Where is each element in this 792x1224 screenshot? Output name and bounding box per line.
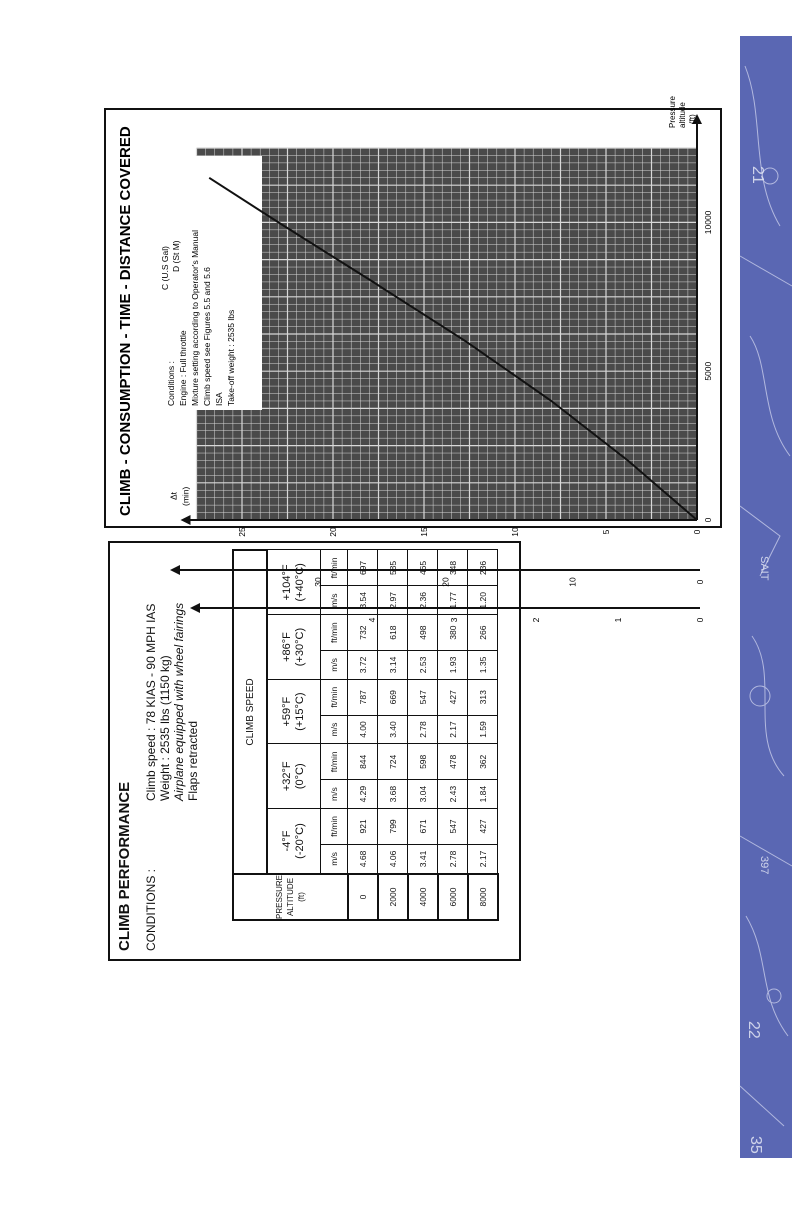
value-cell: 236: [468, 550, 498, 586]
unit-header: m/s: [321, 780, 348, 809]
unit-header: ft/min: [321, 744, 348, 780]
value-cell: 1.20: [468, 586, 498, 615]
value-cell: 313: [468, 679, 498, 715]
value-cell: 1.84: [468, 780, 498, 809]
altitude-cell: 0: [348, 874, 378, 920]
value-cell: 2.17: [468, 844, 498, 874]
unit-header: m/s: [321, 651, 348, 680]
fuel-tick-label: 0: [695, 617, 705, 623]
chart-condition-line: ISA: [214, 392, 224, 406]
distance-tick-label: 0: [695, 579, 705, 585]
value-cell: 465: [408, 550, 438, 586]
climb-performance-title: CLIMB PERFORMANCE: [116, 781, 133, 951]
altitude-cell: 8000: [468, 874, 498, 920]
value-cell: 2.36: [408, 586, 438, 615]
fuel-tick-label: 1: [613, 617, 623, 623]
unit-header: ft/min: [321, 809, 348, 845]
value-cell: 348: [438, 550, 468, 586]
y-tick-label: 5: [601, 529, 611, 535]
condition-line: Climb speed : 78 KIAS - 90 MPH IAS: [144, 603, 158, 801]
altitude-cell: 2000: [378, 874, 408, 920]
map-band-lines: [740, 36, 792, 1158]
band-fragment: 21: [749, 166, 766, 184]
value-cell: 2.78: [438, 844, 468, 874]
y-axis-label: Δt: [168, 491, 179, 500]
temperature-header: +32°F (0°C): [267, 744, 321, 809]
value-cell: 3.68: [378, 780, 408, 809]
temperature-header: +104°F (+40°C): [267, 550, 321, 615]
climb-speed-table: [232, 549, 499, 921]
x-tick-label: 10000: [703, 210, 713, 235]
altitude-cell: 6000: [438, 874, 468, 920]
condition-line: Airplane equipped with wheel fairings: [172, 602, 186, 801]
y-tick-label: 10: [510, 527, 520, 537]
y-axis-label: (min): [180, 486, 191, 506]
value-cell: 3.41: [408, 844, 438, 874]
value-cell: 547: [408, 679, 438, 715]
x-axis-label: (ft): [688, 114, 697, 124]
value-cell: 2.17: [438, 715, 468, 744]
conditions-list: [144, 603, 200, 801]
fuel-tick-label: 3: [449, 617, 459, 623]
value-cell: 362: [468, 744, 498, 780]
chart-condition-line: Climb speed see Figures 5.5 and 5.6: [202, 267, 212, 406]
pressure-altitude-header: PRESSURE ALTITUDE (ft): [233, 874, 348, 920]
value-cell: 3.04: [408, 780, 438, 809]
value-cell: 1.35: [468, 651, 498, 680]
y-tick-label: 20: [328, 527, 338, 537]
unit-header: ft/min: [321, 615, 348, 651]
value-cell: 844: [348, 744, 378, 780]
value-cell: 799: [378, 809, 408, 845]
unit-header: m/s: [321, 715, 348, 744]
time-axis-arrow: [181, 515, 191, 525]
unit-header: ft/min: [321, 550, 348, 586]
value-cell: 787: [348, 679, 378, 715]
value-cell: 498: [408, 615, 438, 651]
value-cell: 427: [438, 679, 468, 715]
value-cell: 732: [348, 615, 378, 651]
distance-tick-label: 20: [440, 577, 451, 587]
fuel-tick-label: 2: [531, 617, 541, 623]
altitude-cell: 4000: [408, 874, 438, 920]
conditions-label: CONDITIONS :: [144, 868, 158, 951]
value-cell: 598: [408, 744, 438, 780]
value-cell: 724: [378, 744, 408, 780]
value-cell: 1.77: [438, 586, 468, 615]
value-cell: 4.68: [348, 844, 378, 874]
value-cell: 2.97: [378, 586, 408, 615]
value-cell: 1.93: [438, 651, 468, 680]
value-cell: 3.72: [348, 651, 378, 680]
chart-conditions-title: Conditions :: [166, 361, 176, 406]
unit-header: ft/min: [321, 679, 348, 715]
band-fragment: 397: [758, 856, 770, 875]
table-row: [438, 550, 468, 920]
table-row: [468, 550, 498, 920]
chart-condition-line: Engine : Full throttle: [178, 330, 188, 406]
table-row: [408, 550, 438, 920]
fuel-tick-label: 4: [367, 617, 377, 623]
value-cell: 4.29: [348, 780, 378, 809]
temperature-header: +59°F (+15°C): [267, 679, 321, 744]
x-axis-label: altitude: [678, 102, 687, 128]
value-cell: 671: [408, 809, 438, 845]
band-fragment: SAIT: [758, 556, 770, 581]
value-cell: 669: [378, 679, 408, 715]
value-cell: 478: [438, 744, 468, 780]
temperature-header: -4°F (-20°C): [267, 809, 321, 874]
fuel-axis-label: C (U.S Gal): [160, 246, 170, 290]
y-tick-label: 0: [692, 529, 702, 535]
band-fragment: 22: [745, 1021, 762, 1039]
value-cell: 3.14: [378, 651, 408, 680]
value-cell: 2.43: [438, 780, 468, 809]
condition-line: Flaps retracted: [186, 720, 200, 801]
climb-performance-panel: [108, 541, 521, 961]
value-cell: 547: [438, 809, 468, 845]
value-cell: 697: [348, 550, 378, 586]
chart-title: CLIMB - CONSUMPTION - TIME - DISTANCE COVERED: [117, 126, 134, 516]
conditions-box: [162, 156, 262, 410]
climb-speed-header: CLIMB SPEED: [233, 550, 267, 874]
value-cell: 4.00: [348, 715, 378, 744]
value-cell: 3.40: [378, 715, 408, 744]
y-tick-label: 15: [419, 527, 429, 537]
unit-header: m/s: [321, 844, 348, 874]
value-cell: 1.59: [468, 715, 498, 744]
distance-tick-label: 30: [313, 577, 323, 587]
value-cell: 921: [348, 809, 378, 845]
temperature-header: +86°F (+30°C): [267, 615, 321, 680]
value-cell: 618: [378, 615, 408, 651]
value-cell: 427: [468, 809, 498, 845]
value-cell: 2.53: [408, 651, 438, 680]
table-row: [378, 550, 408, 920]
decorative-map-band: [740, 36, 792, 1158]
distance-axis-label: D (St M): [171, 240, 181, 272]
value-cell: 4.06: [378, 844, 408, 874]
table-row: [348, 550, 378, 920]
band-fragment: 35: [747, 1136, 764, 1154]
condition-line: Weight : 2535 lbs (1150 kg): [158, 655, 172, 801]
x-axis-label: Pressure: [668, 95, 677, 128]
value-cell: 380: [438, 615, 468, 651]
chart-condition-line: Mixture setting according to Operator's Manual: [190, 230, 200, 406]
chart-condition-line: Take-off weight : 2535 lbs: [226, 309, 236, 406]
value-cell: 3.54: [348, 586, 378, 615]
value-cell: 585: [378, 550, 408, 586]
unit-header: m/s: [321, 586, 348, 615]
value-cell: 2.78: [408, 715, 438, 744]
distance-tick-label: 10: [567, 577, 578, 587]
x-tick-label: 0: [703, 517, 713, 523]
x-tick-label: 5000: [703, 361, 713, 381]
y-tick-label: 25: [237, 527, 247, 537]
value-cell: 266: [468, 615, 498, 651]
